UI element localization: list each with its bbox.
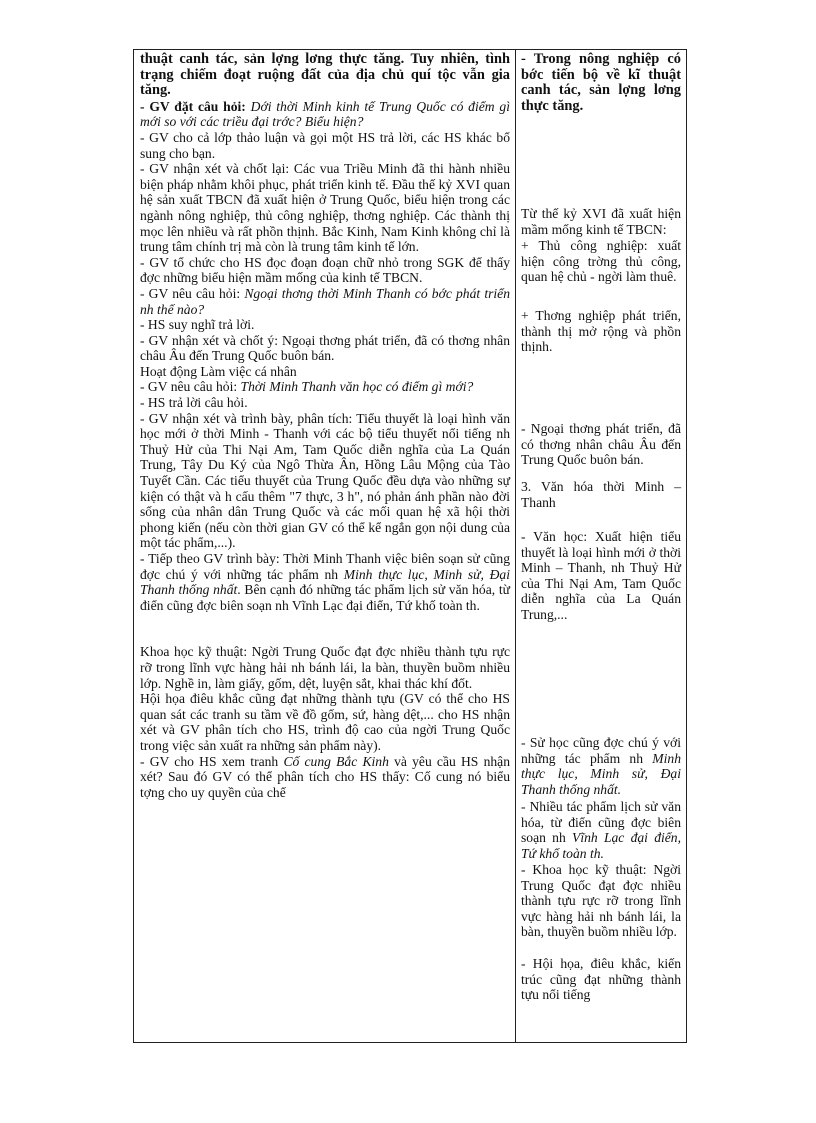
text-run: và yêu cầu HS nhận xét? Sau đó GV có thể phân tích cho HS thấy: Cố cung nó biểu tợng cho uy quyền của chế — [140, 753, 510, 800]
question-lead: - GV nêu câu hỏi: — [140, 379, 241, 395]
question-lead: - GV nêu câu hỏi: — [140, 285, 245, 301]
paragraph-question-literature — [140, 379, 510, 395]
column-divider — [515, 50, 516, 1042]
text-run-italic: Vĩnh Lạc đại điển, Tứ khố toàn th. — [521, 830, 681, 861]
paragraph-forbidden-city — [140, 754, 510, 801]
paragraph-agriculture: thuật canh tác, sản lợng lơng thực tăng. Tuy nhiên, tình trạng chiếm đoạt ruộng đất của địa chủ quí tộc vẫn gia tăng. — [140, 51, 510, 99]
paragraph-discussion: - GV cho cả lớp thảo luận và gọi một HS trả lời, các HS khác bổ sung cho bạn. — [140, 129, 510, 161]
summary-handicraft: + Thủ công nghiệp: xuất hiện công trờng thủ công, quan hệ chủ - ngời làm thuê. — [521, 238, 681, 285]
text-run-italic: Cố cung Bắc Kinh — [283, 753, 389, 769]
paragraph-literature-analysis: - GV nhận xét và trình bày, phân tích: Tiểu thuyết là loại hình văn học mới ở thời Minh - Thanh với các bộ tiểu thuyết nổi tiếng nh Thuỷ Hử của Thi Nại Am, Tam Quốc diễn nghĩa của La Quán Trung, Tây Du Ký của Ngô Thừa Ân, Hồng Lâu Mộng của Tào Tuyết Cần. Các tiểu thuyết của Trung Quốc đều dựa vào những sự kiện có thật và h cấu thêm "7 thực, 3 h", nó phản ánh phần nào đời sống của nhân dân Trung Quốc và các mối quan hệ xã hội thời phong kiến (nếu còn thời gian GV có thể kể ngắn gọn nội dung của một tác phẩm,...). — [140, 410, 510, 551]
paragraph-reading-task: - GV tổ chức cho HS đọc đoạn đoạn chữ nhỏ trong SGK để thấy đợc những biểu hiện mầm mống của kinh tế TBCN. — [140, 254, 510, 286]
text-run-italic: Minh thực lục, Minh sử, Đại Thanh thống nhất — [140, 566, 510, 598]
text-run: - Sử học cũng đợc chú ý với những tác phẩm nh — [521, 735, 681, 766]
summary-commerce: + Thơng nghiệp phát triển, thành thị mở rộng và phồn thịnh. — [521, 308, 681, 355]
paragraph-science: Khoa học kỹ thuật: Ngời Trung Quốc đạt đợc nhiều thành tựu rực rỡ trong lĩnh vực hàng hải nh bánh lái, la bàn, thuyền buồm nhiều lớp. Nghề in, làm giấy, gốm, dệt, luyện sắt, khai thác khí đốt. — [140, 644, 510, 691]
summary-dictionaries — [521, 799, 681, 861]
paragraph-student-answer-2: - HS trả lời câu hỏi. — [140, 395, 248, 411]
question-text: Ngoại thơng thời Minh Thanh có bớc phát triển nh thế nào? — [140, 285, 511, 317]
text-run: - GV cho HS xem tranh — [140, 753, 284, 769]
summary-historiography — [521, 735, 681, 797]
paragraph-student-answer: - HS suy nghĩ trả lời. — [140, 317, 255, 333]
text-run: . Bên cạnh đó những tác phẩm lịch sử văn hóa, từ điển cũng đợc biên soạn nh Vĩnh Lạc đại điển, Tứ khố toàn th. — [140, 582, 511, 613]
paragraph-trade-conclusion: - GV nhận xét và chốt ý: Ngoại thơng phát triển, đã có thơng nhân châu Âu đến Trung Quốc buôn bán. — [140, 332, 510, 364]
text-run-italic: Minh thực lục, Minh sử, Đại Thanh thống nhất. — [521, 750, 681, 797]
teacher-activity-column — [140, 52, 510, 800]
paragraph-question-economy — [140, 99, 510, 130]
summary-art: - Hội họa, điêu khắc, kiến trúc cũng đạt những thành tựu nổi tiếng — [521, 956, 681, 1003]
paragraph-conclusion: - GV nhận xét và chốt lại: Các vua Triều Minh đã thi hành nhiều biện pháp nhằm khôi phục, phát triển kinh tế. Đầu thế kỷ XVI quan hệ sản xuất TBCN đã xuất hiện ở Trung Quốc, biểu hiện trong các ngành nông nghiệp, thủ công nghiệp, thơng nghiệp. Các thành thị mọc lên nhiều và rất phồn thịnh. Bắc Kinh, Nam Kinh không chỉ là trung tâm chính trị mà còn là trung tâm kinh tế lớn. — [140, 161, 510, 255]
text-run: - Nhiều tác phẩm lịch sử văn hóa, từ điển cũng đợc biên soạn nh — [521, 799, 681, 846]
paragraph-question-trade — [140, 286, 510, 317]
activity-heading: Hoạt động Làm việc cá nhân — [140, 363, 297, 379]
summary-foreign-trade: - Ngoại thơng phát triển, đã có thơng nhân châu Âu đến Trung Quốc buôn bán. — [521, 421, 681, 468]
summary-science: - Khoa học kỹ thuật: Ngời Trung Quốc đạt đợc nhiều thành tựu rực rỡ trong lĩnh vực hàng hải nh bánh lái, la bàn, thuyền buồm nhiều lớp. — [521, 862, 681, 940]
lesson-table — [133, 49, 687, 1043]
question-text: Thời Minh Thanh văn học có điểm gì mới? — [240, 379, 474, 395]
text-run: - Tiếp theo GV trình bày: Thời Minh Thanh việc biên soạn sử cũng đợc chú ý với những tác phẩm nh — [140, 551, 510, 582]
question-lead: - GV đặt câu hỏi: — [140, 98, 251, 114]
summary-agriculture: - Trong nông nghiệp có bớc tiến bộ về kĩ thuật canh tác, sản lợng lơng thực tăng. — [521, 51, 681, 114]
paragraph-historiography — [140, 551, 510, 613]
question-text: Dới thời Minh kinh tế Trung Quốc có điểm gì mới so với các triều đại trớc? Biểu hiện? — [140, 98, 510, 130]
summary-literature: - Văn học: Xuất hiện tiểu thuyết là loại hình mới ở thời Minh – Thanh, nh Thuỷ Hử của Thi Nại Am, Tam Quốc diễn nghĩa của La Quán Trung,... — [521, 529, 681, 622]
summary-capitalism: Từ thế kỷ XVI đã xuất hiện mầm mống kinh tế TBCN: — [521, 206, 681, 237]
paragraph-art: Hội họa điêu khắc cũng đạt những thành tựu (GV có thể cho HS quan sát các tranh su tầm về đồ gốm, sứ, hàng dệt,... cho HS nhận xét và GV phân tích cho HS, trình độ cao của ngời Trung Quốc trong việc sản xuất ra những sản phẩm này). — [140, 691, 510, 753]
section-heading-culture: 3. Văn hóa thời Minh – Thanh — [521, 479, 681, 510]
